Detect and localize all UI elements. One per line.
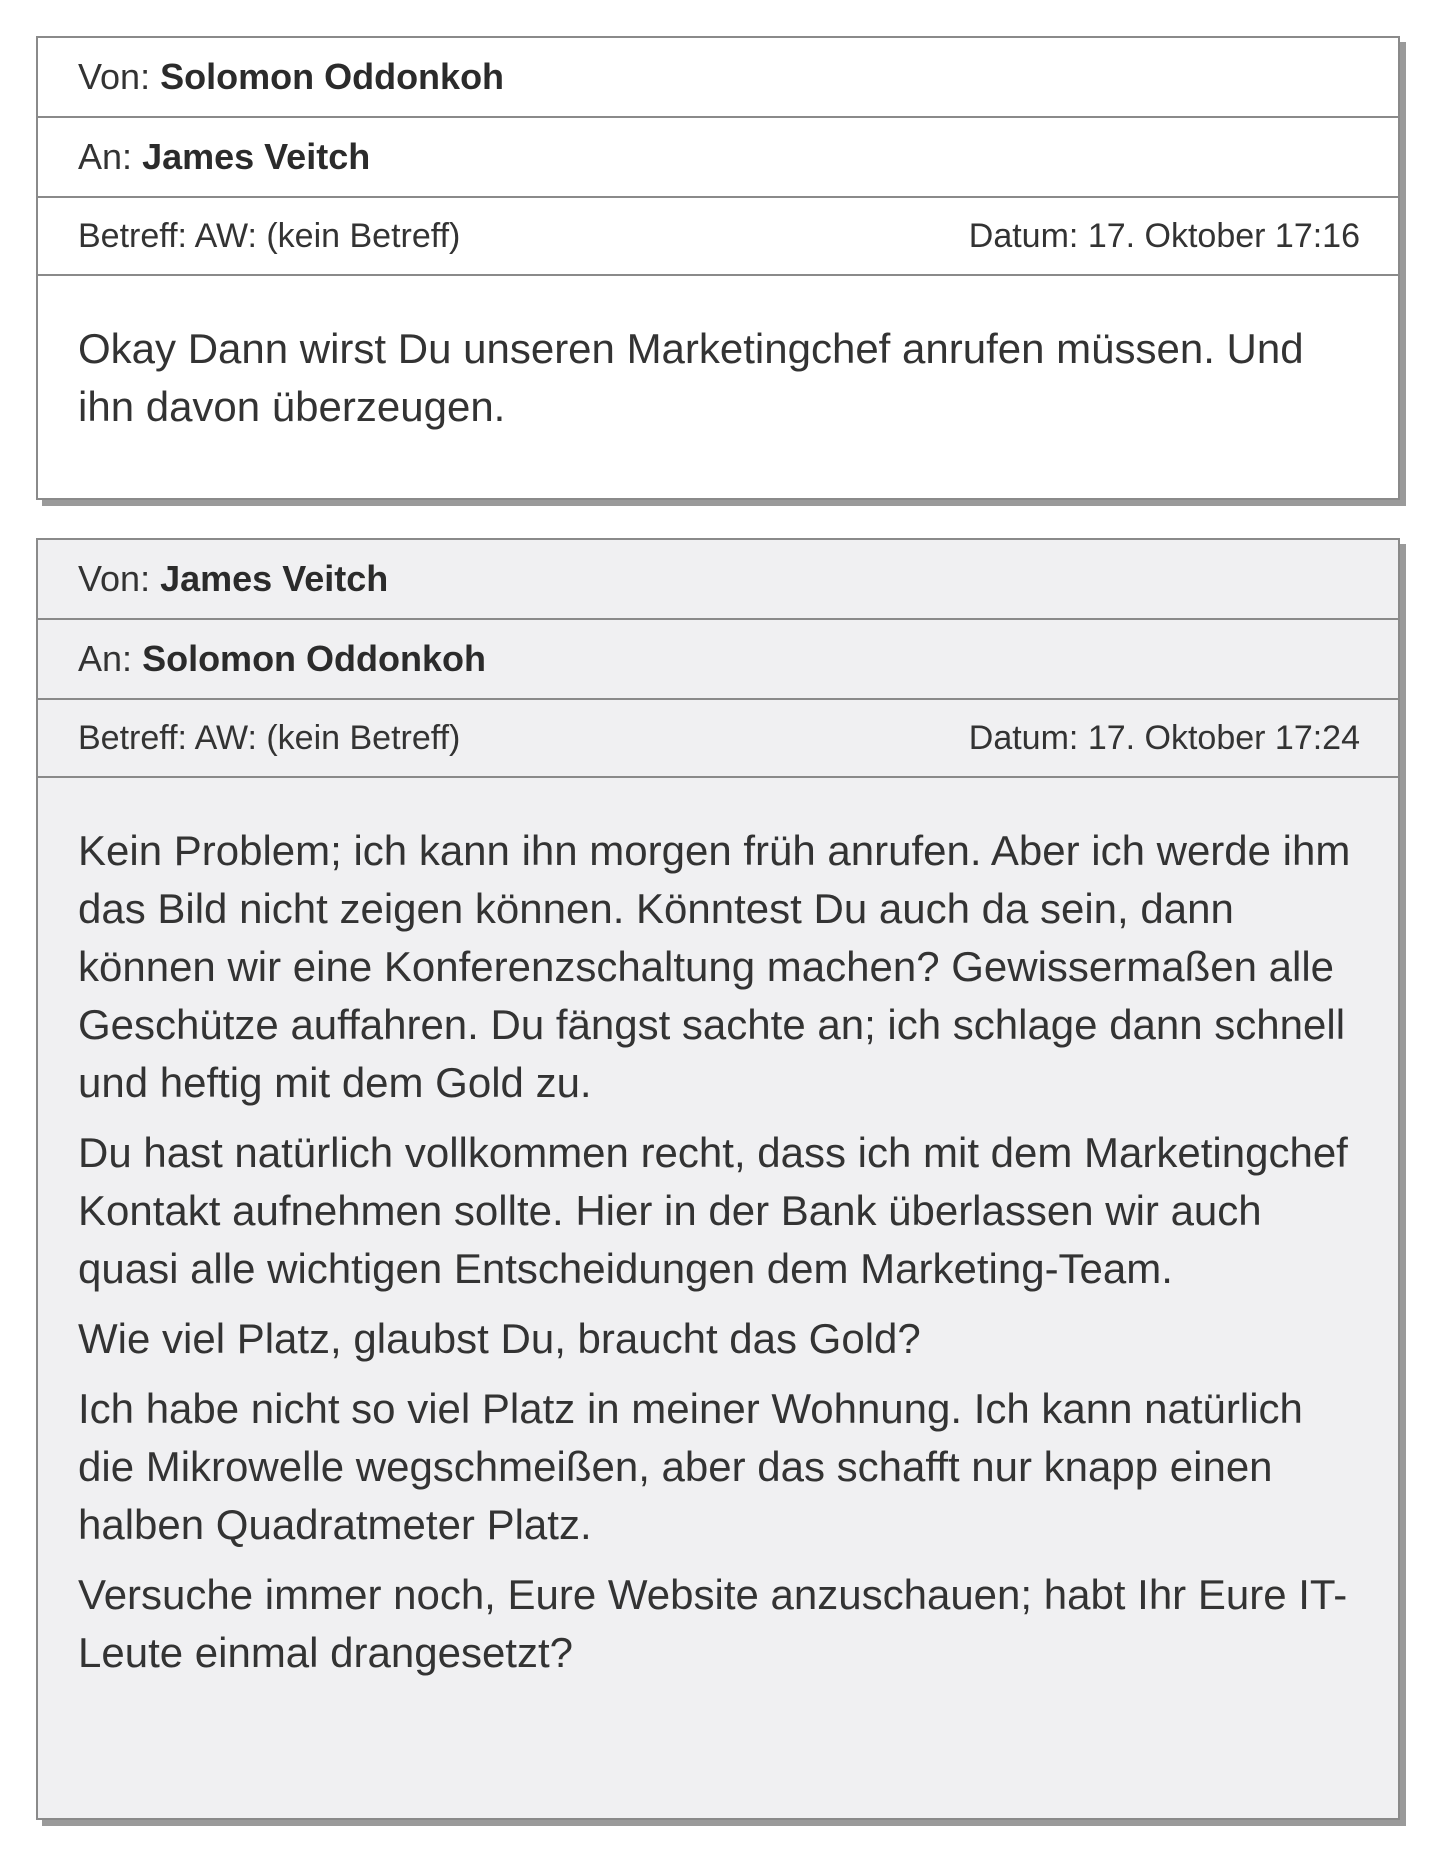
from-row <box>38 540 1398 620</box>
subject-date-row <box>38 198 1398 276</box>
body-paragraph: Ich habe nicht so viel Platz in meiner Wohnung. Ich kann natürlich die Mikrowelle wegschmeißen, aber das schafft nur knapp einen halben Quadratmeter Platz. <box>78 1385 1303 1548</box>
date-text: 17. Oktober 17:16 <box>1087 216 1360 255</box>
email-message-2 <box>36 538 1400 1820</box>
subject-text: AW: (kein Betreff) <box>194 216 461 255</box>
date-text: 17. Oktober 17:24 <box>1087 718 1360 757</box>
body-paragraph: Versuche immer noch, Eure Website anzuschauen; habt Ihr Eure IT-Leute einmal drangesetzt? <box>78 1571 1348 1676</box>
recipient-name: Solomon Oddonkoh <box>142 638 487 679</box>
body-paragraph: Du hast natürlich vollkommen recht, dass ich mit dem Marketingchef Kontakt aufnehmen sollte. Hier in der Bank überlassen wir auch quasi alle wichtigen Entscheidungen dem Marketing-Team. <box>78 1129 1348 1292</box>
subject <box>78 719 460 758</box>
subject-date-row <box>38 700 1398 778</box>
message-body <box>38 778 1398 1724</box>
from-label: Von: <box>78 56 151 97</box>
subject-label: Betreff: <box>78 718 187 757</box>
to-row <box>38 118 1398 198</box>
sender-name: James Veitch <box>160 558 389 599</box>
subject-text: AW: (kein Betreff) <box>194 718 461 757</box>
date-label: Datum: <box>968 216 1079 255</box>
subject <box>78 217 460 256</box>
date <box>969 217 1360 256</box>
from-label: Von: <box>78 558 151 599</box>
subject-label: Betreff: <box>78 216 187 255</box>
to-label: An: <box>78 136 133 177</box>
date <box>969 719 1360 758</box>
to-label: An: <box>78 638 133 679</box>
email-message-1 <box>36 36 1400 500</box>
body-paragraph: Okay Dann wirst Du unseren Marketingchef anrufen müssen. Und ihn davon überzeugen. <box>78 325 1304 430</box>
recipient-name: James Veitch <box>142 136 371 177</box>
body-paragraph: Kein Problem; ich kann ihn morgen früh anrufen. Aber ich werde ihm das Bild nicht zeigen können. Könntest Du auch da sein, dann können wir eine Konferenzschaltung machen? Gewissermaßen alle Geschütze auffahren. Du fängst sachte an; ich schlage dann schnell und heftig mit dem Gold zu. <box>78 827 1351 1106</box>
from-row <box>38 38 1398 118</box>
body-paragraph: Wie viel Platz, glaubst Du, braucht das Gold? <box>78 1315 921 1362</box>
sender-name: Solomon Oddonkoh <box>160 56 505 97</box>
to-row <box>38 620 1398 700</box>
message-body <box>38 276 1398 478</box>
date-label: Datum: <box>968 718 1079 757</box>
